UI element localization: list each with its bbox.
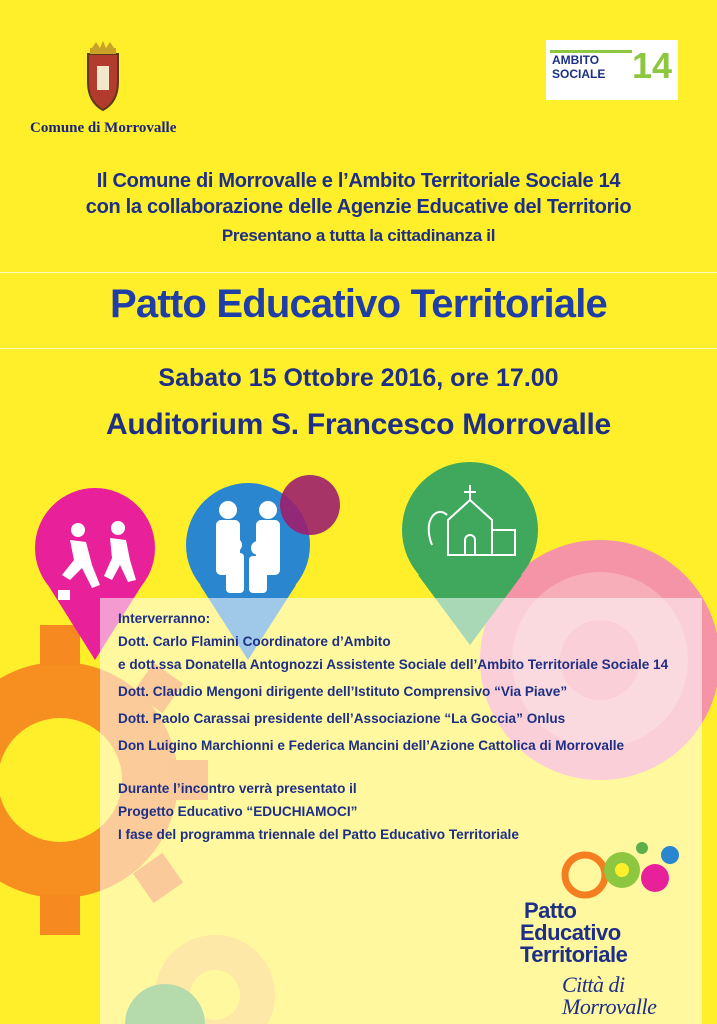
coat-of-arms-icon: [80, 40, 126, 112]
project-line: Durante l’incontro verrà presentato il: [118, 781, 357, 796]
logo-subtitle: Città di Morrovalle: [562, 972, 657, 1019]
project-line: I fase del programma triennale del Patto Educativo Territoriale: [118, 827, 519, 842]
patto-educativo-logo: [520, 890, 690, 1019]
comune-label: Comune di Morrovalle: [30, 120, 177, 136]
ambito-line2: SOCIALE: [552, 67, 606, 81]
logo-line1: Patto: [524, 898, 577, 923]
ambito-number: 14: [632, 45, 673, 86]
speaker-line: Dott. Paolo Carassai presidente dell’Associazione “La Goccia” Onlus: [118, 711, 566, 726]
divider: [0, 348, 717, 349]
event-date: Sabato 15 Ottobre 2016, ore 17.00: [158, 364, 559, 392]
header-line2: con la collaborazione delle Agenzie Educative del Territorio: [85, 196, 632, 218]
divider: [0, 272, 717, 273]
speaker-line: Dott. Claudio Mengoni dirigente dell’Istituto Comprensivo “Via Piave”: [118, 684, 568, 699]
project-line: Progetto Educativo “EDUCHIAMOCI”: [118, 804, 358, 819]
ambito-line1: AMBITO: [552, 53, 600, 67]
overlap-circle-icon: [280, 475, 340, 535]
header: [0, 168, 717, 250]
logo-line3: Territoriale: [520, 942, 628, 967]
gears-cluster-icon: [560, 840, 690, 910]
header-line3: Presentano a tutta la cittadinanza il: [221, 226, 496, 245]
logo-line2: Educativo: [520, 920, 621, 945]
speaker-line: Don Luigino Marchionni e Federica Mancini dell’Azione Cattolica di Morrovalle: [118, 738, 625, 753]
event-title: Patto Educativo Territoriale: [110, 282, 607, 326]
speaker-line: Dott. Carlo Flamini Coordinatore d’Ambito: [118, 634, 391, 649]
speakers-block: [118, 607, 698, 846]
ambito-sociale-logo: [546, 40, 678, 100]
header-line1: Il Comune di Morrovalle e l’Ambito Territoriale Sociale 14: [96, 170, 621, 192]
speakers-heading: Interverranno:: [118, 611, 211, 626]
comune-logo: [30, 40, 200, 137]
speaker-line: e dott.ssa Donatella Antognozzi Assistente Sociale dell’Ambito Territoriale Sociale 14: [118, 657, 669, 672]
event-venue: Auditorium S. Francesco Morrovalle: [106, 408, 611, 441]
